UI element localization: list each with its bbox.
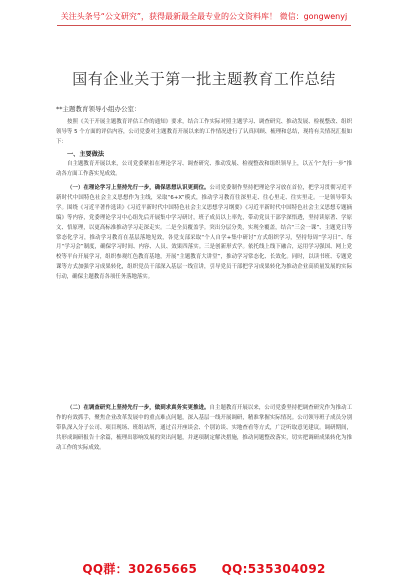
section-1-heading: 一、主要做法 [67, 151, 105, 158]
subsection-2-title: （二）在调查研究上坚持先行一步，做到求真务实更推进。 [67, 405, 210, 411]
qq-contact: QQ:535304092 [221, 562, 326, 576]
document-title: 国有企业关于第一批主题教育工作总结 [72, 70, 336, 88]
subsection-1-paragraph [56, 184, 352, 283]
intro-paragraph: 按照《关于开展主题教育评估工作的通知》要求，结合工作实际对照主题学习、调查研究、推动发展、检视整改、组织领导等 5 个方面的评估内容，公司党委对主题教育开展以来的工作情况进行了认真回顾、梳理和总结，现将有关情况汇报如下： [56, 119, 352, 145]
greeting-line: **主题教育领导小组办公室： [56, 105, 141, 113]
section-1-intro: 自主题教育开展以来，公司党委紧扣在理论学习、调查研究、推动发展、检视整改和组织领导上，以五个“先行一步”推动各方面工作落实见成效。 [56, 161, 352, 177]
footer-contact [0, 560, 408, 577]
subsection-2-paragraph [56, 404, 352, 454]
subsection-2-body: 自主题教育开展以来，公司党委坚持把调查研究作为推动工作的有效抓手，聚焦企业改革发展中的重点难点问题，深入基层一线开展调研，精准掌握实际情况。公司领导班子成员分别带队深入分子公司、项目现场、班组站所，通过召开座谈会、个别访谈、实地查看等方式，广泛听取意见建议。调研期间，共形成调研报告十余篇，梳理出影响发展的突出问题，并逐项制定解决措施，推动问题整改落实，切实把调研成果转化为推动工作的实际成效。 [56, 405, 352, 451]
qq-group: QQ群：30265665 [82, 562, 198, 576]
subsection-1-body: 公司党委制作坚持把理论学习放在首位，把学习贯彻习近平新时代中国特色社会主义思想作为主线，采取“6+X”模式，推动学习教育往深里走、往心里走、往实里走。一是领导带头学。围绕《习近平著作选读》《习近平新时代中国特色社会主义思想学习纲要》《习近平新时代中国特色社会主义思想专题摘编》等内容，党委理论学习中心组先后开展集中学习研讨，班子成员以上率先，带动党员干部学深悟透，坚持读原著、学原文、悟原理，以更高标准推动学习走深走实。二是全员覆盖学。突出分层分类，实现全覆盖，结合“三会一课”、主题党日等常态化学习，推动学习教育在基层落地见效，各党支部采取“个人自学+集中研讨”方式组织学习，坚持每周“学习日”、每月“学习会”制度，确保学习时间、内容、人员、效果四落实。三是创新形式学。依托线上线下融合，运用学习强国、网上党校等平台开展学习，组织参观红色教育基地，开展“主题教育大讲堂”，推动学习常态化、长效化。同时，以读书班、专题党课等方式加强学习成果转化，组织党员干部深入基层一线宣讲，引导党员干部把学习成果转化为推动企业高质量发展的实际行动，确保主题教育各项任务落地落实。 [56, 185, 352, 281]
banner-text: 关注头条号“公文研究”，获得最新最全最专业的公文资料库！ 微信：gongwenyj [57, 11, 351, 26]
subsection-1-title: （一）在理论学习上坚持先行一步，确保思想认识更到位。 [67, 185, 210, 191]
top-banner [0, 4, 408, 24]
